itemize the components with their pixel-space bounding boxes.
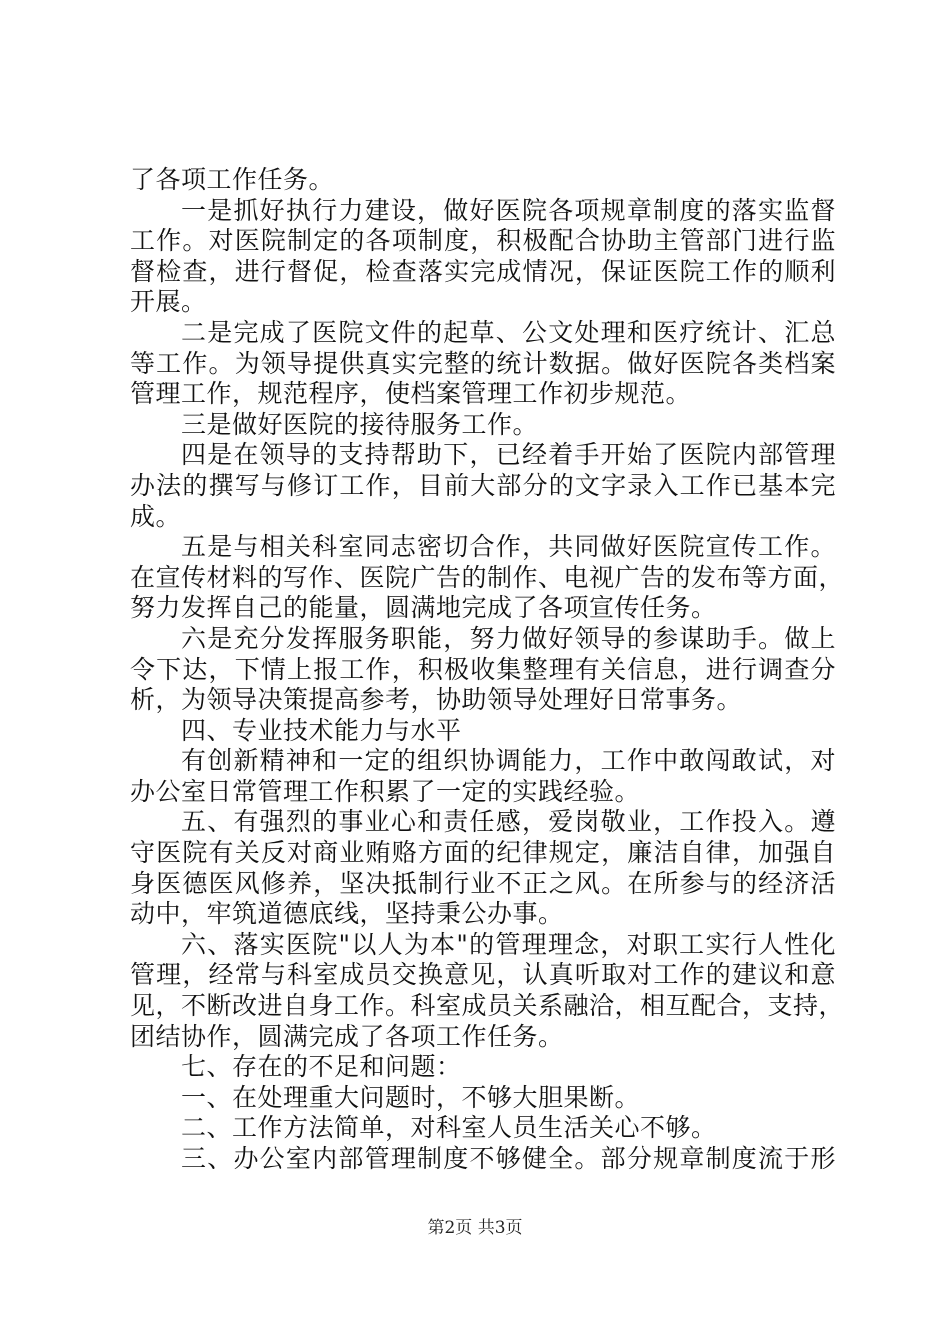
text-line: 见，不断改进自身工作。科室成员关系融洽，相互配合，支持， [130, 991, 845, 1021]
text-line: 一、在处理重大问题时，不够大胆果断。 [181, 1082, 641, 1112]
text-line: 工作。对医院制定的各项制度，积极配合协助主管部门进行监 [130, 226, 836, 256]
text-line: 一是抓好执行力建设，做好医院各项规章制度的落实监督 [181, 195, 836, 225]
text-line: 六、落实医院"以人为本"的管理理念，对职工实行人性化 [181, 929, 836, 959]
text-line: 析，为领导决策提高参考，协助领导处理好日常事务。 [130, 685, 743, 715]
text-line: 五、有强烈的事业心和责任感，爱岗敬业，工作投入。遵 [181, 807, 836, 837]
text-line: 三、办公室内部管理制度不够健全。部分规章制度流于形 [181, 1144, 836, 1173]
page-footer: 第2页 共3页 [427, 1218, 523, 1238]
text-line: 三是做好医院的接待服务工作。 [181, 409, 539, 439]
text-line: 管理，经常与科室成员交换意见，认真听取对工作的建议和意 [130, 960, 836, 990]
text-line: 动中，牢筑道德底线，坚持秉公办事。 [130, 899, 564, 929]
document-body [130, 165, 845, 1175]
text-line: 成。 [130, 501, 182, 531]
text-line: 管理工作，规范程序，使档案管理工作初步规范。 [130, 379, 692, 409]
text-line: 在宣传材料的写作、医院广告的制作、电视广告的发布等方面， [130, 562, 845, 592]
text-line: 团结协作，圆满完成了各项工作任务。 [130, 1021, 564, 1051]
text-line: 七、存在的不足和问题： [181, 1052, 462, 1082]
text-line: 有创新精神和一定的组织协调能力，工作中敢闯敢试，对 [181, 746, 836, 776]
text-line: 二是完成了医院文件的起草、公文处理和医疗统计、汇总 [181, 317, 836, 347]
text-line: 五是与相关科室同志密切合作，共同做好医院宣传工作。 [181, 532, 836, 562]
text-line: 等工作。为领导提供真实完整的统计数据。做好医院各类档案 [130, 348, 836, 378]
text-line: 六是充分发挥服务职能，努力做好领导的参谋助手。做上 [181, 623, 836, 653]
text-line: 守医院有关反对商业贿赂方面的纪律规定，廉洁自律，加强自 [130, 838, 836, 868]
text-line: 开展。 [130, 287, 207, 317]
text-line: 督检查，进行督促，检查落实完成情况，保证医院工作的顺利 [130, 256, 836, 286]
text-line: 办法的撰写与修订工作，目前大部分的文字录入工作已基本完 [130, 470, 836, 500]
text-line: 四是在领导的支持帮助下，已经着手开始了医院内部管理 [181, 440, 836, 470]
text-line: 办公室日常管理工作积累了一定的实践经验。 [130, 776, 641, 806]
text-line: 二、工作方法简单，对科室人员生活关心不够。 [181, 1113, 717, 1143]
text-line: 令下达，下情上报工作，积极收集整理有关信息，进行调查分 [130, 654, 836, 684]
text-line: 四、专业技术能力与水平 [181, 715, 462, 745]
text-line: 努力发挥自己的能量，圆满地完成了各项宣传任务。 [130, 593, 717, 623]
text-line: 了各项工作任务。 [130, 165, 335, 194]
text-line: 身医德医风修养，坚决抵制行业不正之风。在所参与的经济活 [130, 868, 836, 898]
